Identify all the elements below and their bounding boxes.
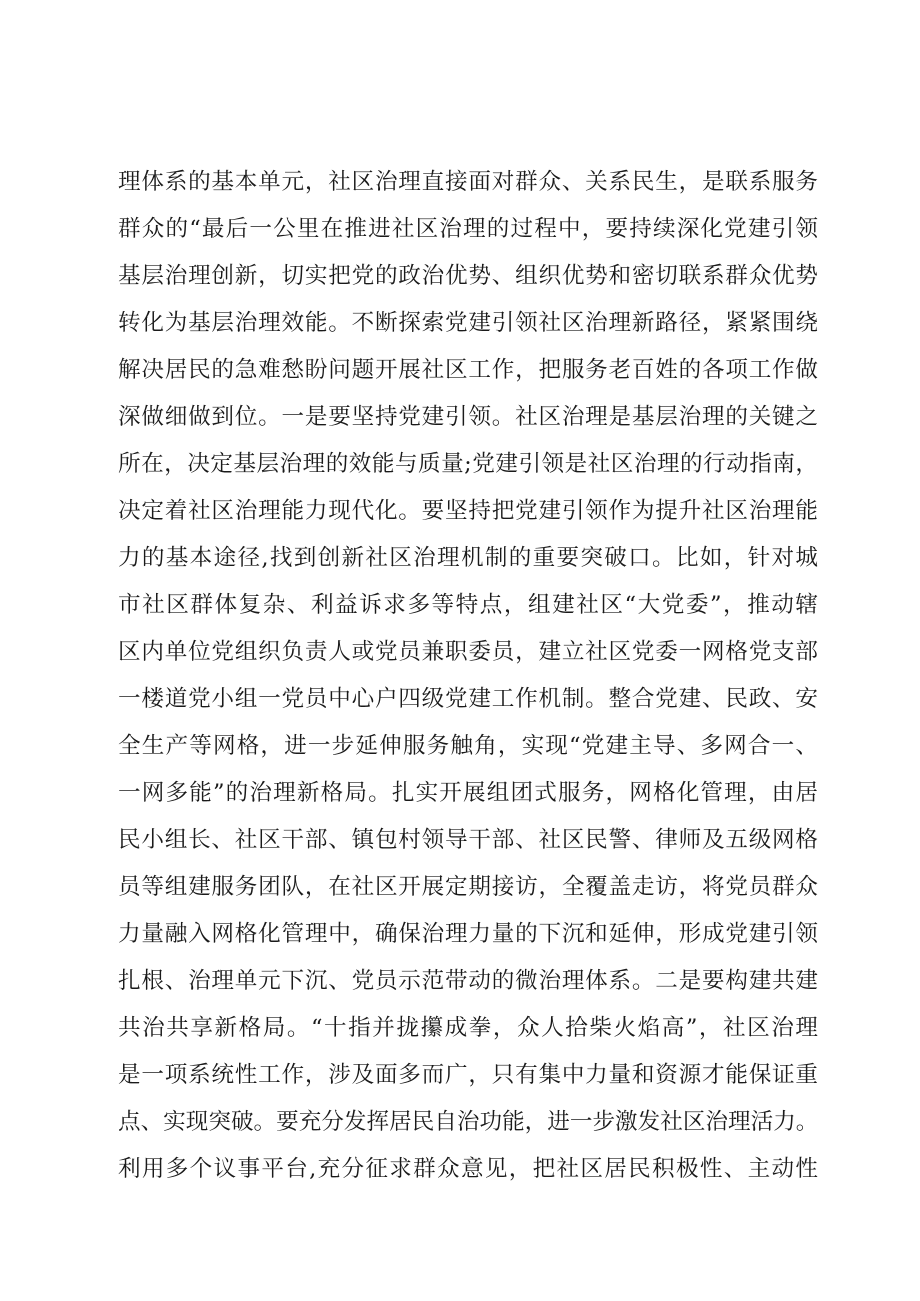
text-line: 市社区群体复杂、利益诉求多等特点，组建社区“大党委”，推动辖	[118, 592, 818, 618]
body-paragraph	[118, 159, 818, 1193]
text-line: 一楼道党小组一党员中心户四级党建工作机制。整合党建、民政、安	[118, 686, 818, 712]
text-line: 扎根、治理单元下沉、党员示范带动的微治理体系。二是要构建共建	[118, 968, 818, 994]
text-line: 力的基本途径,找到创新社区治理机制的重要突破口。比如，针对城	[118, 545, 818, 571]
text-line: 基层治理创新，切实把党的政治优势、组织优势和密切联系群众优势	[118, 263, 818, 289]
text-line: 区内单位党组织负责人或党员兼职委员，建立社区党委一网格党支部	[118, 639, 818, 665]
text-line: 转化为基层治理效能。不断探索党建引领社区治理新路径，紧紧围绕	[118, 310, 818, 336]
text-line: 决定着社区治理能力现代化。要坚持把党建引领作为提升社区治理能	[118, 498, 818, 524]
text-line: 所在，决定基层治理的效能与质量;党建引领是社区治理的行动指南，	[118, 451, 818, 477]
text-line: 点、实现突破。要充分发挥居民自治功能，进一步激发社区治理活力。	[118, 1109, 818, 1135]
text-line: 一网多能”的治理新格局。扎实开展组团式服务，网格化管理，由居	[118, 780, 818, 806]
text-line: 群众的“最后一公里在推进社区治理的过程中，要持续深化党建引领	[118, 216, 818, 242]
text-line: 是一项系统性工作，涉及面多而广，只有集中力量和资源才能保证重	[118, 1062, 818, 1088]
text-line: 全生产等网格，进一步延伸服务触角，实现“党建主导、多网合一、	[118, 733, 818, 759]
text-line: 民小组长、社区干部、镇包村领导干部、社区民警、律师及五级网格	[118, 827, 818, 853]
text-line: 共治共享新格局。“十指并拢攥成拳，众人拾柴火焰高”，社区治理	[118, 1015, 818, 1041]
text-line: 理体系的基本单元，社区治理直接面对群众、关系民生，是联系服务	[118, 169, 818, 195]
text-line: 深做细做到位。一是要坚持党建引领。社区治理是基层治理的关键之	[118, 404, 818, 430]
text-line: 员等组建服务团队，在社区开展定期接访，全覆盖走访，将党员群众	[118, 874, 818, 900]
text-line: 解决居民的急难愁盼问题开展社区工作，把服务老百姓的各项工作做	[118, 357, 818, 383]
text-line: 利用多个议事平台,充分征求群众意见，把社区居民积极性、主动性	[118, 1156, 818, 1182]
text-line: 力量融入网格化管理中，确保治理力量的下沉和延伸，形成党建引领	[118, 921, 818, 947]
